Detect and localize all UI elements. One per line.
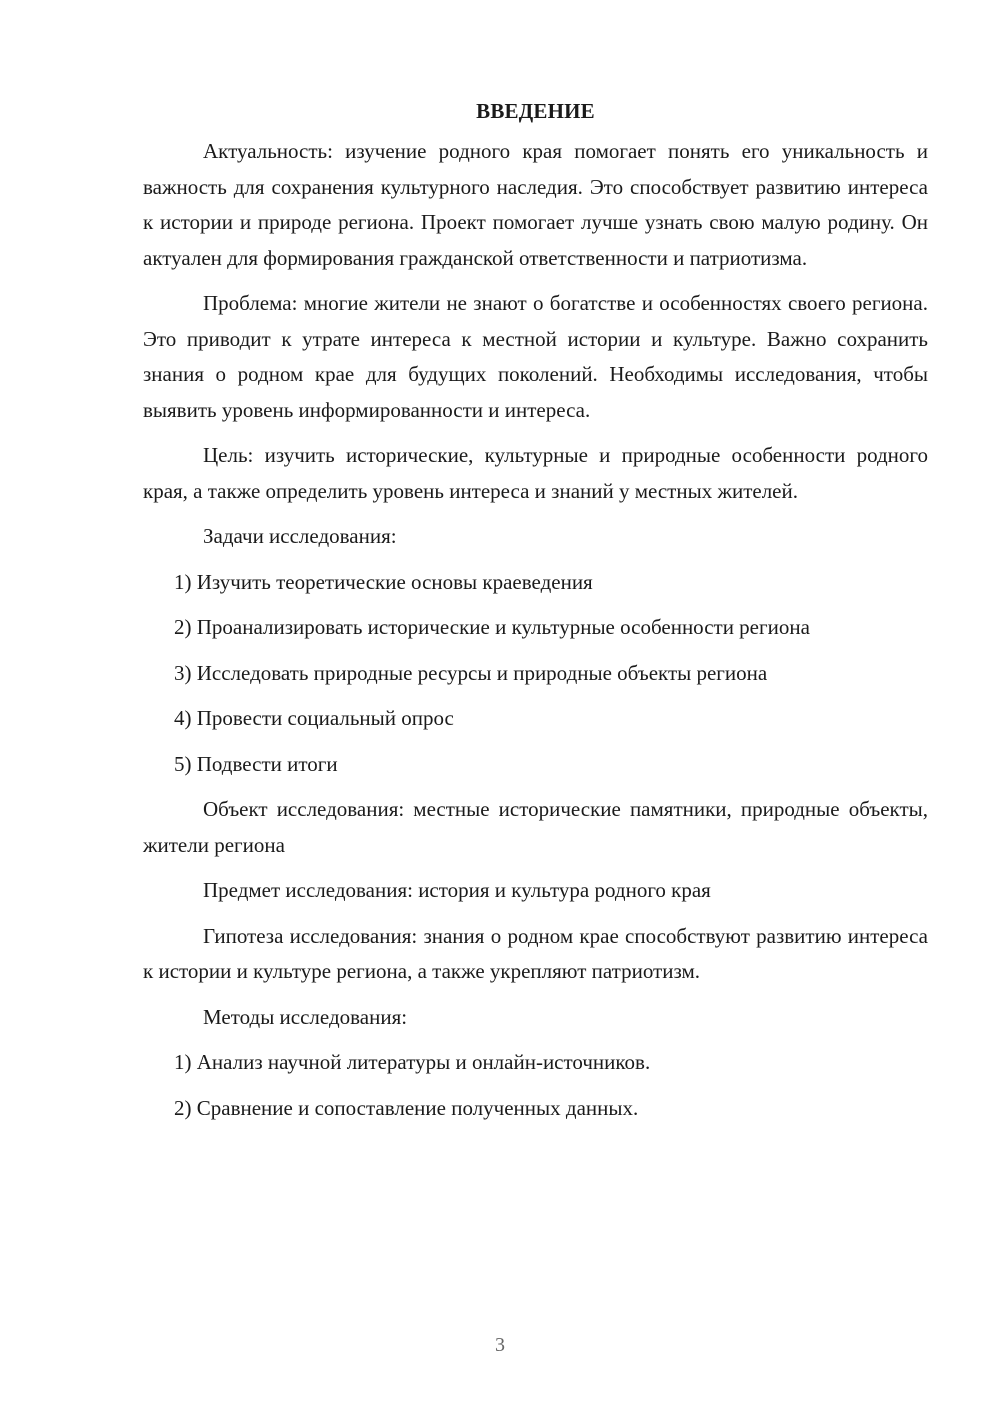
- task-item-5: 5) Подвести итоги: [174, 751, 338, 776]
- method-item-2: 2) Сравнение и сопоставление полученных данных.: [174, 1095, 639, 1120]
- document-page: [143, 96, 928, 1136]
- task-item-3: 3) Исследовать природные ресурсы и природные объекты региона: [174, 660, 768, 685]
- subject-paragraph: Предмет исследования: история и культура родного края: [203, 878, 711, 902]
- method-item-1: 1) Анализ научной литературы и онлайн-источников.: [174, 1050, 651, 1074]
- page-number: 3: [495, 1334, 505, 1356]
- methods-title: Методы исследования:: [203, 1004, 408, 1029]
- section-heading: ВВЕДЕНИЕ: [476, 99, 595, 123]
- task-item-1: 1) Изучить теоретические основы краеведения: [174, 569, 593, 594]
- problem-paragraph: Проблема: многие жители не знают о богатстве и особенностях своего региона. Это приводит к утрате интереса к местной истории и культуре. Важно сохранить знания о родном крае для будущих поколений. Необходимы исследования, чтобы выявить уровень информированности и интереса.: [143, 291, 928, 422]
- hypothesis-paragraph: Гипотеза исследования: знания о родном крае способствуют развитию интереса к истории и культуре региона, а также укрепляют патриотизм.: [143, 923, 928, 983]
- goal-paragraph: Цель: изучить исторические, культурные и природные особенности родного края, а также определить уровень интереса и знаний у местных жителей.: [143, 443, 928, 503]
- tasks-title: Задачи исследования:: [203, 524, 397, 548]
- object-paragraph: Объект исследования: местные исторические памятники, природные объекты, жители региона: [143, 797, 928, 857]
- task-item-4: 4) Провести социальный опрос: [174, 706, 454, 730]
- relevance-paragraph: Актуальность: изучение родного края помогает понять его уникальность и важность для сохранения культурного наследия. Это способствует развитию интереса к истории и природе региона. Проект помогает лучше узнать свою малую родину. Он актуален для формирования гражданской ответственности и патриотизма.: [143, 139, 928, 270]
- task-item-2: 2) Проанализировать исторические и культурные особенности региона: [174, 615, 810, 639]
